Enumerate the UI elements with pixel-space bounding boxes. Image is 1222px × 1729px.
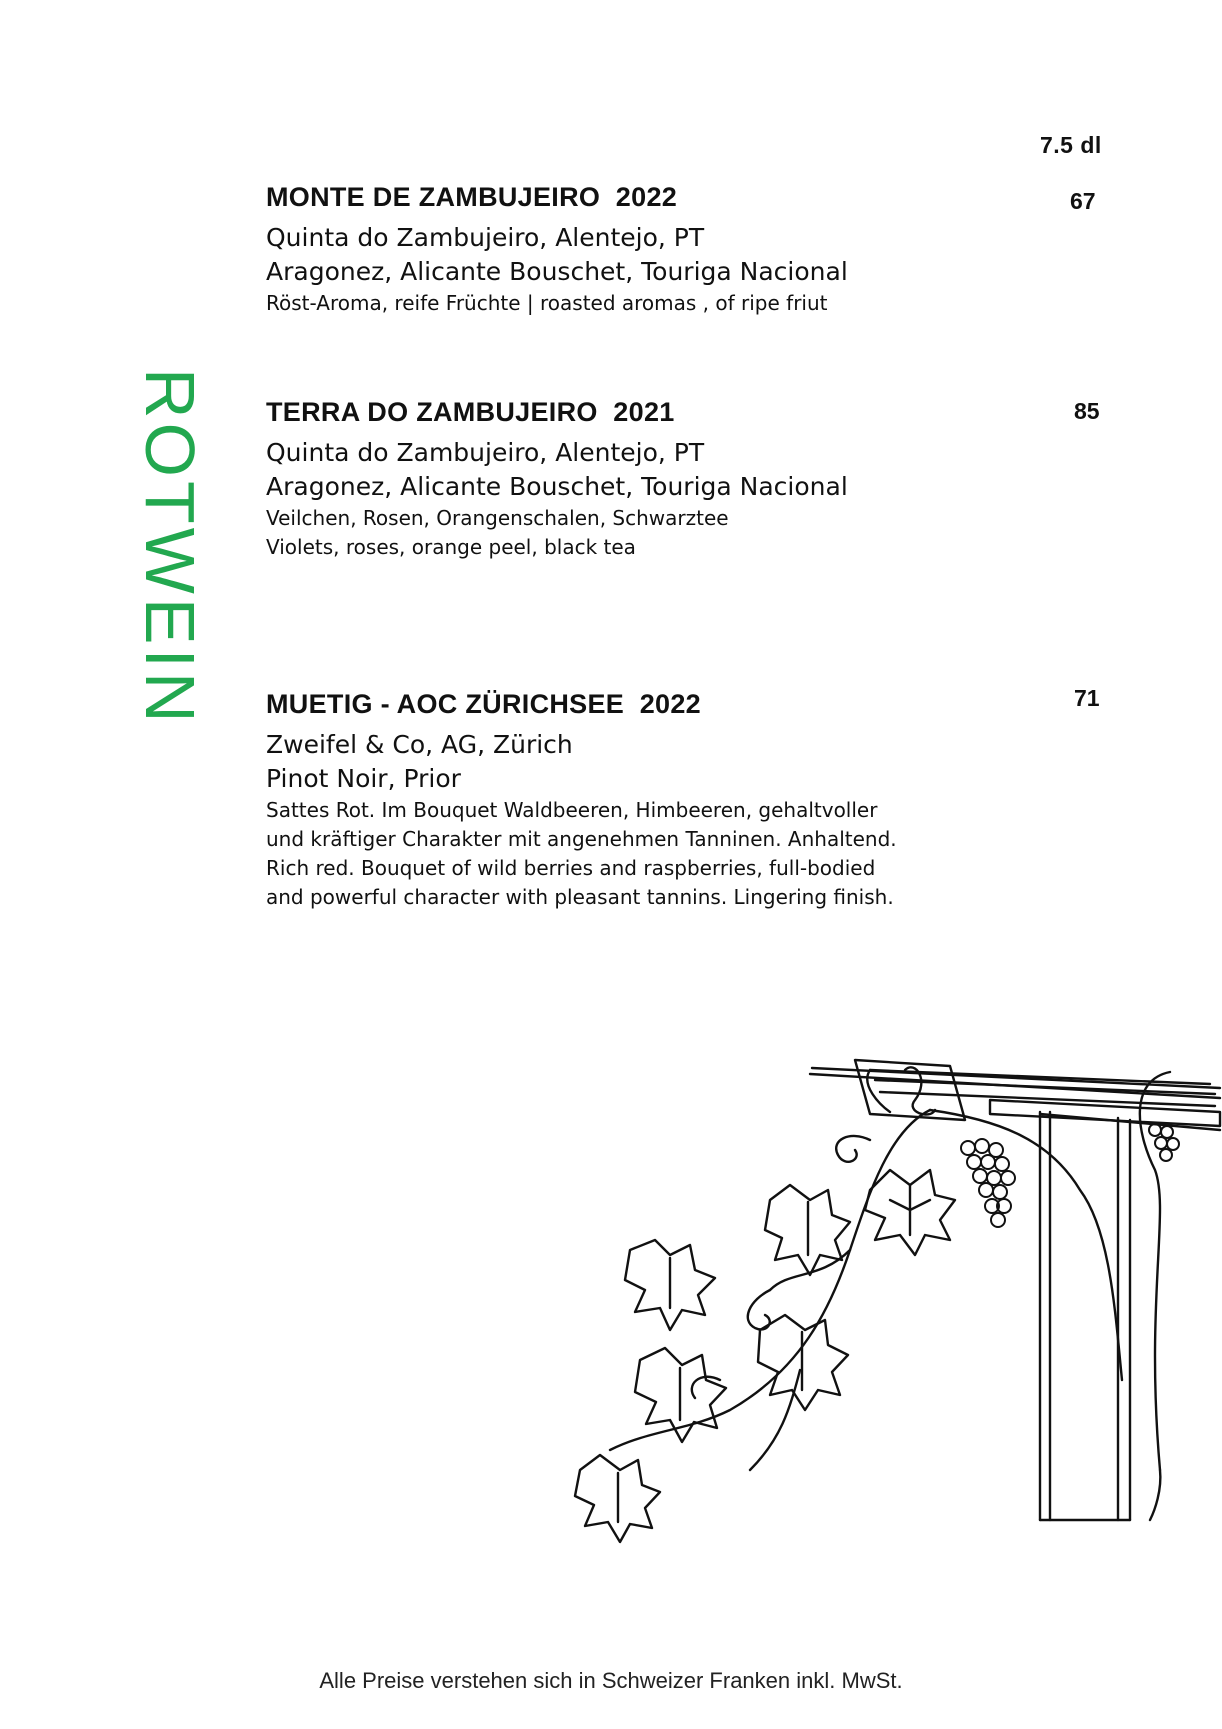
bottle-size-label: 7.5 dl <box>1040 132 1102 158</box>
wine-price: 71 <box>1074 685 1100 711</box>
wine-producer: Quinta do Zambujeiro, Alentejo, PT <box>266 223 705 252</box>
wine-note: Röst-Aroma, reife Früchte | roasted aromas , of ripe friut <box>266 291 828 315</box>
section-title-rotwein: ROTWEIN <box>131 368 209 727</box>
wine-entry <box>266 689 897 912</box>
wine-note: Sattes Rot. Im Bouquet Waldbeeren, Himbeeren, gehaltvoller <box>266 798 878 822</box>
wine-price: 67 <box>1070 188 1096 214</box>
footer-note: Alle Preise verstehen sich in Schweizer Franken inkl. MwSt. <box>319 1668 903 1693</box>
wine-grapes: Aragonez, Alicante Bouschet, Touriga Nacional <box>266 472 848 501</box>
wine-name: MONTE DE ZAMBUJEIRO 2022 <box>266 182 678 212</box>
wine-grapes: Aragonez, Alicante Bouschet, Touriga Nacional <box>266 257 848 286</box>
wine-note: and powerful character with pleasant tannins. Lingering finish. <box>266 885 894 909</box>
wine-note: und kräftiger Charakter mit angenehmen Tanninen. Anhaltend. <box>266 827 897 851</box>
wine-name: TERRA DO ZAMBUJEIRO 2021 <box>266 397 675 427</box>
wine-price: 85 <box>1074 398 1100 424</box>
wine-grapes: Pinot Noir, Prior <box>266 764 461 793</box>
wine-note: Violets, roses, orange peel, black tea <box>266 535 636 559</box>
grapevine-pergola-illustration <box>570 1050 1222 1610</box>
wine-producer: Zweifel & Co, AG, Zürich <box>266 730 573 759</box>
wine-note: Veilchen, Rosen, Orangenschalen, Schwarztee <box>266 506 729 530</box>
wine-note: Rich red. Bouquet of wild berries and raspberries, full-bodied <box>266 856 876 880</box>
wine-entry <box>266 182 848 318</box>
wine-name: MUETIG - AOC ZÜRICHSEE 2022 <box>266 689 701 719</box>
wine-entry <box>266 397 848 562</box>
wine-producer: Quinta do Zambujeiro, Alentejo, PT <box>266 438 705 467</box>
